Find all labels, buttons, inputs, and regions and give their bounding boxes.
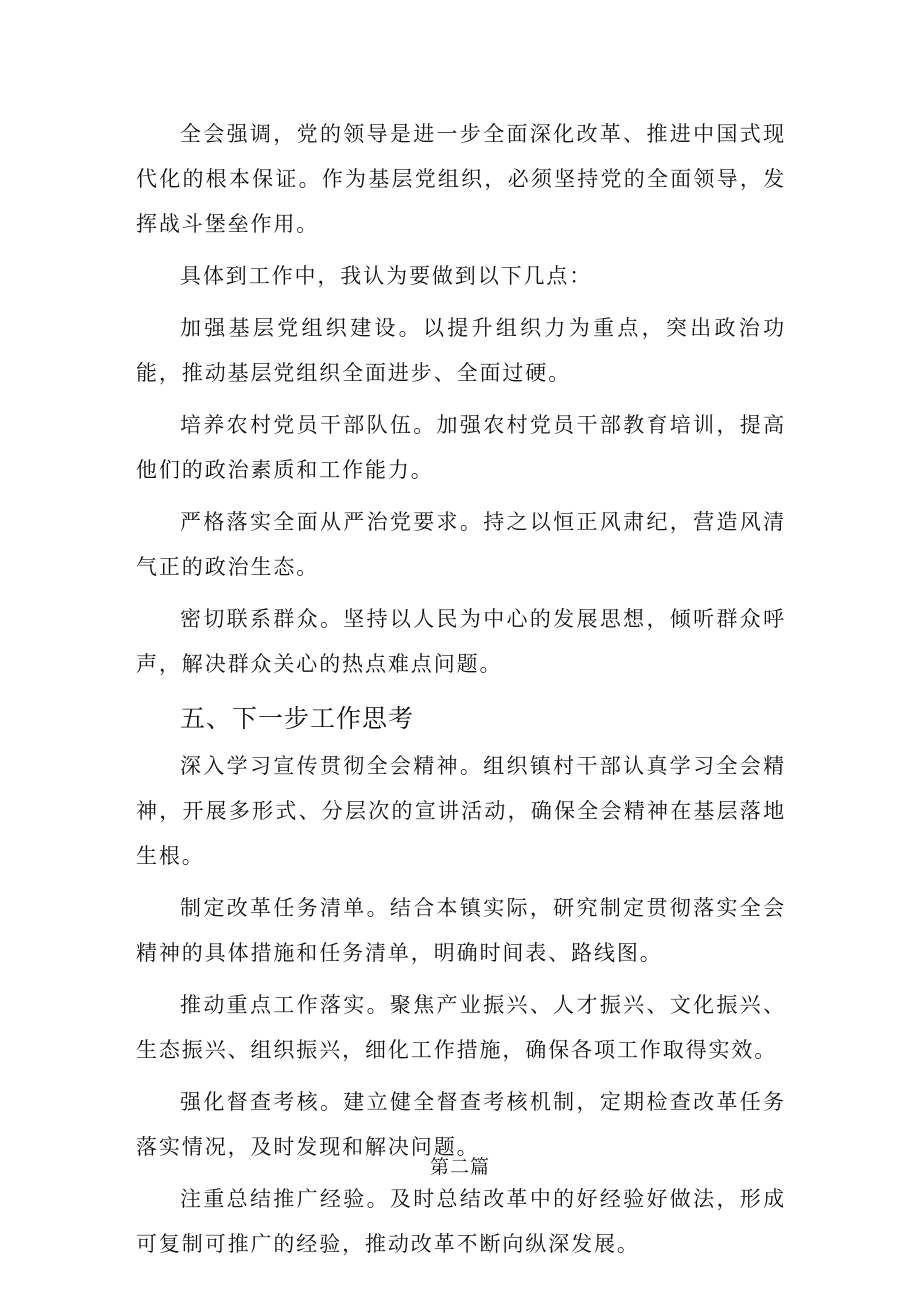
paragraph-key-work: 推动重点工作落实。聚焦产业振兴、人才振兴、文化振兴、生态振兴、组织振兴，细化工作措施，确保各项工作取得实效。 xyxy=(136,993,786,1062)
next-section-title: 第二篇 xyxy=(429,1156,490,1178)
paragraph-party-leadership: 全会强调，党的领导是进一步全面深化改革、推进中国式现代化的根本保证。作为基层党组织，必须坚持党的全面领导，发挥战斗堡垒作用。 xyxy=(136,122,786,236)
paragraph-task-list: 制定改革任务清单。结合本镇实际，研究制定贯彻落实全会精神的具体措施和任务清单，明确时间表、路线图。 xyxy=(136,896,786,965)
paragraph-summarize-experience: 注重总结推广经验。及时总结改革中的好经验好做法，形成可复制可推广的经验，推动改革不断向纵深发展。 xyxy=(136,1187,786,1256)
paragraph-work-points-intro: 具体到工作中，我认为要做到以下几点： xyxy=(180,264,593,288)
paragraph-study-spirit: 深入学习宣传贯彻全会精神。组织镇村干部认真学习全会精神，开展多形式、分层次的宣讲活动，确保全会精神在基层落地生根。 xyxy=(136,754,786,868)
paragraph-contact-masses: 密切联系群众。坚持以人民为中心的发展思想，倾听群众呼声，解决群众关心的热点难点问题。 xyxy=(136,607,786,676)
document-body xyxy=(136,112,786,1274)
paragraph-supervision: 强化督查考核。建立健全督查考核机制，定期检查改革任务落实情况，及时发现和解决问题。 xyxy=(136,1090,786,1159)
section-heading: 五、下一步工作思考 xyxy=(180,704,415,733)
paragraph-cadre-training: 培养农村党员干部队伍。加强农村党员干部教育培训，提高他们的政治素质和工作能力。 xyxy=(136,413,786,482)
paragraph-strict-governance: 严格落实全面从严治党要求。持之以恒正风肃纪，营造风清气正的政治生态。 xyxy=(136,510,786,579)
paragraph-strengthen-organization: 加强基层党组织建设。以提升组织力为重点，突出政治功能，推动基层党组织全面进步、全面过硬。 xyxy=(136,316,786,385)
